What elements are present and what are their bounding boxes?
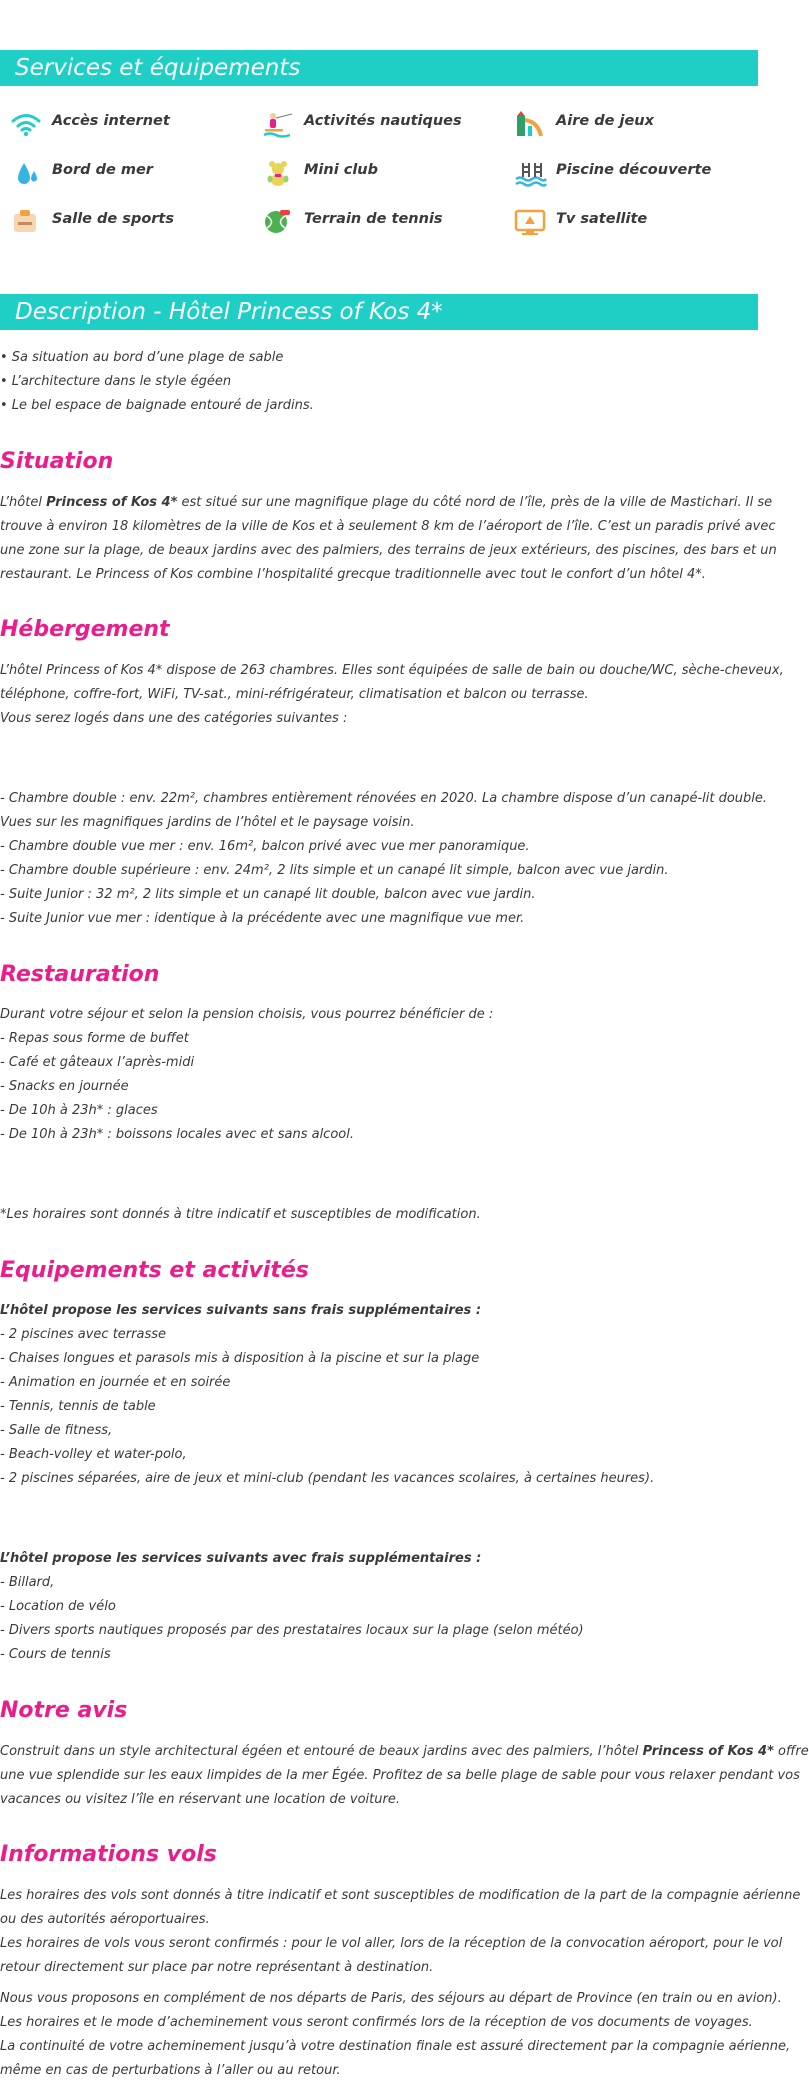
list-item: - Location de vélo — [0, 1599, 116, 1614]
pool-icon — [514, 159, 546, 187]
text-line: Nous vous proposons en complément de nos départs de Paris, des séjours au départ de Province (en train ou en avion). — [0, 1991, 782, 2006]
list-item: Vues sur les magnifiques jardins de l’hôtel et le paysage voisin. — [0, 815, 415, 830]
list-item: - 2 piscines séparées, aire de jeux et mini-club (pendant les vacances scolaires, à certaines heures). — [0, 1471, 655, 1486]
list-item: - Repas sous forme de buffet — [0, 1031, 189, 1046]
section-subtitle: L’hôtel propose les services suivants avec frais supplémentaires : — [0, 1551, 482, 1566]
list-item: - Café et gâteaux l’après-midi — [0, 1055, 195, 1070]
service-item — [252, 106, 492, 142]
paid-services-title — [0, 1547, 758, 1571]
text-line — [0, 1740, 809, 1764]
avis-text — [0, 1740, 809, 1812]
text-line: ou des autorités aéroportuaires. — [0, 1912, 210, 1927]
vols-heading: Informations vols — [0, 1842, 217, 1867]
service-label: Bord de mer — [52, 162, 153, 178]
text-line: retour directement sur place par notre représentant à destination. — [0, 1960, 434, 1975]
situation-heading: Situation — [0, 449, 114, 474]
vols-para2 — [0, 1987, 791, 2083]
list-item: - Chambre double : env. 22m², chambres entièrement rénovées en 2020. La chambre dispose d’un canapé-lit double. — [0, 791, 768, 806]
list-item: - Salle de fitness, — [0, 1423, 113, 1438]
hebergement-intro — [0, 659, 784, 731]
vols-para1 — [0, 1884, 801, 1980]
service-item — [504, 204, 744, 240]
list-item: - Billard, — [0, 1575, 55, 1590]
service-item — [252, 204, 492, 240]
room-list — [0, 787, 768, 931]
text-run: L’hôtel — [0, 495, 47, 510]
paid-services — [0, 1547, 758, 1667]
list-item: - Chambre double vue mer : env. 16m², balcon privé avec vue mer panoramique. — [0, 839, 530, 854]
text-line: téléphone, coffre-fort, WiFi, TV-sat., mini-réfrigérateur, climatisation et balcon ou terrasse. — [0, 687, 589, 702]
text-line — [0, 491, 773, 515]
bullet-item: • Le bel espace de baignade entouré de jardins. — [0, 398, 314, 413]
text-run: Construit dans un style architectural égéen et entouré de beaux jardins avec des palmiers, l’hôtel — [0, 1744, 643, 1759]
wifi-icon — [10, 110, 42, 138]
text-line: Les horaires des vols sont donnés à titre indicatif et sont susceptibles de modification de la part de la compagnie aérienne — [0, 1888, 801, 1903]
list-item: - Divers sports nautiques proposés par des prestataires locaux sur la plage (selon météo) — [0, 1623, 584, 1638]
text-line: L’hôtel Princess of Kos 4* dispose de 263 chambres. Elles sont équipées de salle de bain ou douche/WC, sèche-cheveux, — [0, 663, 784, 678]
hebergement-heading: Hébergement — [0, 617, 170, 642]
section-subtitle: L’hôtel propose les services suivants sans frais supplémentaires : — [0, 1303, 482, 1318]
playground-icon — [514, 110, 546, 138]
restauration-heading: Restauration — [0, 962, 160, 987]
service-label: Piscine découverte — [556, 162, 712, 178]
text-line: restaurant. Le Princess of Kos combine l’hospitalité grecque traditionnelle avec tout le confort d’un hôtel 4*. — [0, 567, 706, 582]
list-item: - Beach-volley et water-polo, — [0, 1447, 187, 1462]
service-item — [252, 155, 492, 191]
text-line: même en cas de perturbations à l’aller ou au retour. — [0, 2063, 341, 2078]
service-item — [504, 155, 744, 191]
water-drops-icon — [10, 159, 42, 187]
tv-icon — [514, 208, 546, 236]
list-item: - Suite Junior vue mer : identique à la précédente avec une magnifique vue mer. — [0, 911, 525, 926]
avis-heading: Notre avis — [0, 1698, 128, 1723]
list-item: - Snacks en journée — [0, 1079, 129, 1094]
text-line: une zone sur la plage, de beaux jardins avec des palmiers, des terrains de jeux extérieurs, des piscines, des bars et un — [0, 543, 777, 558]
bullet-item: • L’architecture dans le style égéen — [0, 374, 232, 389]
text-line: Vous serez logés dans une des catégories suivantes : — [0, 711, 348, 726]
text-line: Les horaires de vols vous seront confirmés : pour le vol aller, lors de la réception de la convocation aéroport, pour le vol — [0, 1936, 783, 1951]
description-bullets — [0, 346, 758, 418]
list-item: Durant votre séjour et selon la pension choisis, vous pourrez bénéficier de : — [0, 1007, 494, 1022]
list-item: - Chaises longues et parasols mis à disposition à la piscine et sur la plage — [0, 1351, 480, 1366]
free-services-title — [0, 1299, 758, 1323]
service-label: Mini club — [304, 162, 379, 178]
hotel-name: Princess of Kos 4* — [642, 1744, 774, 1759]
text-line: vacances ou visitez l’île en réservant une location de voiture. — [0, 1792, 400, 1807]
equipements-heading: Equipements et activités — [0, 1258, 309, 1283]
free-services — [0, 1299, 758, 1491]
service-label: Aire de jeux — [556, 113, 654, 129]
service-label: Tv satellite — [556, 211, 648, 227]
service-label: Accès internet — [52, 113, 170, 129]
service-label: Salle de sports — [52, 211, 174, 227]
hotel-name: Princess of Kos 4* — [46, 495, 178, 510]
service-item — [0, 155, 240, 191]
service-item — [0, 106, 240, 142]
restauration-note: *Les horaires sont donnés à titre indicatif et susceptibles de modification. — [0, 1207, 481, 1222]
list-item: - Tennis, tennis de table — [0, 1399, 156, 1414]
text-run: est situé sur une magnifique plage du côté nord de l’île, près de la ville de Mastichari. Il se — [177, 495, 773, 510]
service-item — [0, 204, 240, 240]
list-item: - Suite Junior : 32 m², 2 lits simple et un canapé lit double, balcon avec vue jardin. — [0, 887, 536, 902]
list-item: - 2 piscines avec terrasse — [0, 1327, 166, 1342]
teddy-bear-icon — [262, 159, 294, 187]
restauration-list — [0, 1003, 758, 1147]
tennis-icon — [262, 208, 294, 236]
service-item — [504, 106, 744, 142]
text-line: trouve à environ 18 kilomètres de la ville de Kos et à seulement 8 km de l’aéroport de l’île. C’est un paradis privé avec — [0, 519, 776, 534]
list-item: - Cours de tennis — [0, 1647, 111, 1662]
list-item: - Animation en journée et en soirée — [0, 1375, 231, 1390]
gym-icon — [10, 208, 42, 236]
service-label: Activités nautiques — [304, 113, 462, 129]
text-line: Les horaires et le mode d’acheminement vous seront confirmés lors de la réception de vos documents de voyages. — [0, 2015, 753, 2030]
list-item: - De 10h à 23h* : glaces — [0, 1103, 158, 1118]
list-item: - De 10h à 23h* : boissons locales avec et sans alcool. — [0, 1127, 354, 1142]
description-banner: Description - Hôtel Princess of Kos 4* — [0, 294, 758, 330]
text-line: La continuité de votre acheminement jusqu’à votre destination finale est assuré directement par la compagnie aérienne, — [0, 2039, 791, 2054]
situation-text — [0, 491, 777, 587]
list-item: - Chambre double supérieure : env. 24m², 2 lits simple et un canapé lit simple, balcon avec vue jardin. — [0, 863, 669, 878]
water-ski-icon — [262, 110, 294, 138]
services-banner: Services et équipements — [0, 50, 758, 86]
text-line: une vue splendide sur les eaux limpides de la mer Égée. Profitez de sa belle plage de sable pour vous relaxer pendant vos — [0, 1768, 800, 1783]
service-label: Terrain de tennis — [304, 211, 443, 227]
text-run: offre — [773, 1744, 809, 1759]
bullet-item: • Sa situation au bord d’une plage de sable — [0, 350, 284, 365]
